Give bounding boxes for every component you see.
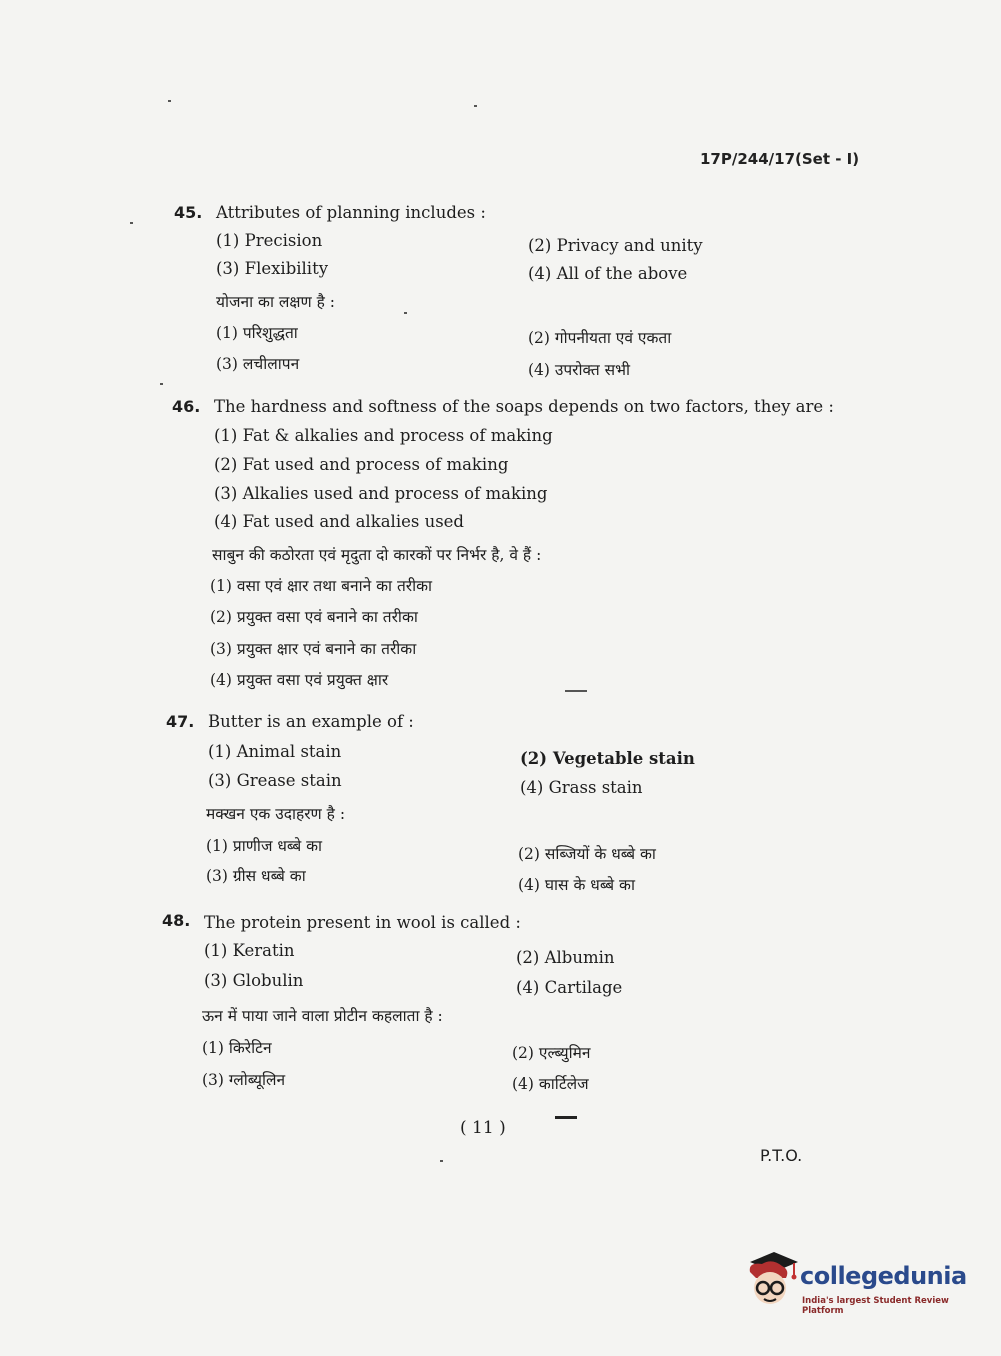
scan-speck [404, 312, 407, 314]
scan-speck [555, 1116, 577, 1119]
option-en: (4) All of the above [528, 264, 688, 283]
question-text-hi: मक्खन एक उदाहरण है : [206, 805, 346, 823]
option-en: (4) Cartilage [516, 978, 623, 997]
option-en: (2) Fat used and process of making [214, 455, 509, 474]
mascot-icon [742, 1248, 800, 1310]
scan-speck [474, 105, 477, 107]
option-en: (1) Precision [216, 231, 323, 250]
option-en: (3) Globulin [204, 971, 304, 990]
scan-speck [565, 690, 587, 692]
option-hi: (3) ग्लोब्यूलिन [202, 1071, 286, 1089]
question-text-hi: ऊन में पाया जाने वाला प्रोटीन कहलाता है : [202, 1007, 443, 1025]
question-text-hi: साबुन की कठोरता एवं मृदुता दो कारकों पर निर्भर है, वे हैं : [212, 546, 542, 564]
question-number: 48. [162, 911, 191, 930]
option-hi: (2) प्रयुक्त वसा एवं बनाने का तरीका [210, 608, 418, 626]
option-en: (2) Vegetable stain [520, 749, 695, 768]
option-en: (4) Fat used and alkalies used [214, 512, 464, 531]
collegedunia-logo [742, 1248, 972, 1318]
question-text-en: Butter is an example of : [208, 712, 414, 731]
option-hi: (2) गोपनीयता एवं एकता [528, 329, 672, 347]
option-hi: (3) ग्रीस धब्बे का [206, 867, 306, 885]
question-number: 45. [174, 203, 203, 222]
option-hi: (3) प्रयुक्त क्षार एवं बनाने का तरीका [210, 640, 417, 658]
option-hi: (3) लचीलापन [216, 355, 300, 373]
option-en: (2) Privacy and unity [528, 236, 703, 255]
option-hi: (2) एल्ब्युमिन [512, 1044, 591, 1062]
option-en: (1) Fat & alkalies and process of making [214, 426, 553, 445]
question-text-en: Attributes of planning includes : [216, 203, 486, 222]
option-en: (1) Keratin [204, 941, 295, 960]
option-hi: (1) किरेटिन [202, 1039, 272, 1057]
scan-speck [130, 222, 133, 224]
option-en: (3) Grease stain [208, 771, 342, 790]
pto-label: P.T.O. [760, 1146, 803, 1165]
option-hi: (1) वसा एवं क्षार तथा बनाने का तरीका [210, 577, 433, 595]
option-en: (4) Grass stain [520, 778, 643, 797]
brand-tagline: India's largest Student Review Platform [802, 1296, 949, 1316]
option-hi: (4) प्रयुक्त वसा एवं प्रयुक्त क्षार [210, 671, 389, 689]
scan-speck [440, 1160, 443, 1162]
question-number: 46. [172, 397, 201, 416]
question-number: 47. [166, 712, 195, 731]
option-hi: (4) घास के धब्बे का [518, 876, 635, 894]
question-text-en: The hardness and softness of the soaps depends on two factors, they are : [214, 397, 834, 416]
option-en: (2) Albumin [516, 948, 615, 967]
question-text-hi: योजना का लक्षण है : [216, 293, 336, 311]
option-hi: (4) उपरोक्त सभी [528, 361, 630, 379]
option-en: (3) Flexibility [216, 259, 329, 278]
option-hi: (1) परिशुद्धता [216, 324, 298, 342]
page-number: ( 11 ) [460, 1118, 506, 1138]
option-en: (3) Alkalies used and process of making [214, 484, 548, 503]
option-hi: (1) प्राणीज धब्बे का [206, 837, 323, 855]
paper-code: 17P/244/17(Set - I) [700, 150, 860, 168]
question-text-en: The protein present in wool is called : [204, 913, 521, 932]
option-hi: (2) सब्जियों के धब्बे का [518, 845, 656, 863]
option-en: (1) Animal stain [208, 742, 342, 761]
brand-name: collegedunia [800, 1262, 967, 1290]
scan-speck [160, 383, 163, 385]
option-hi: (4) कार्टिलेज [512, 1075, 589, 1093]
scan-speck [168, 100, 171, 102]
